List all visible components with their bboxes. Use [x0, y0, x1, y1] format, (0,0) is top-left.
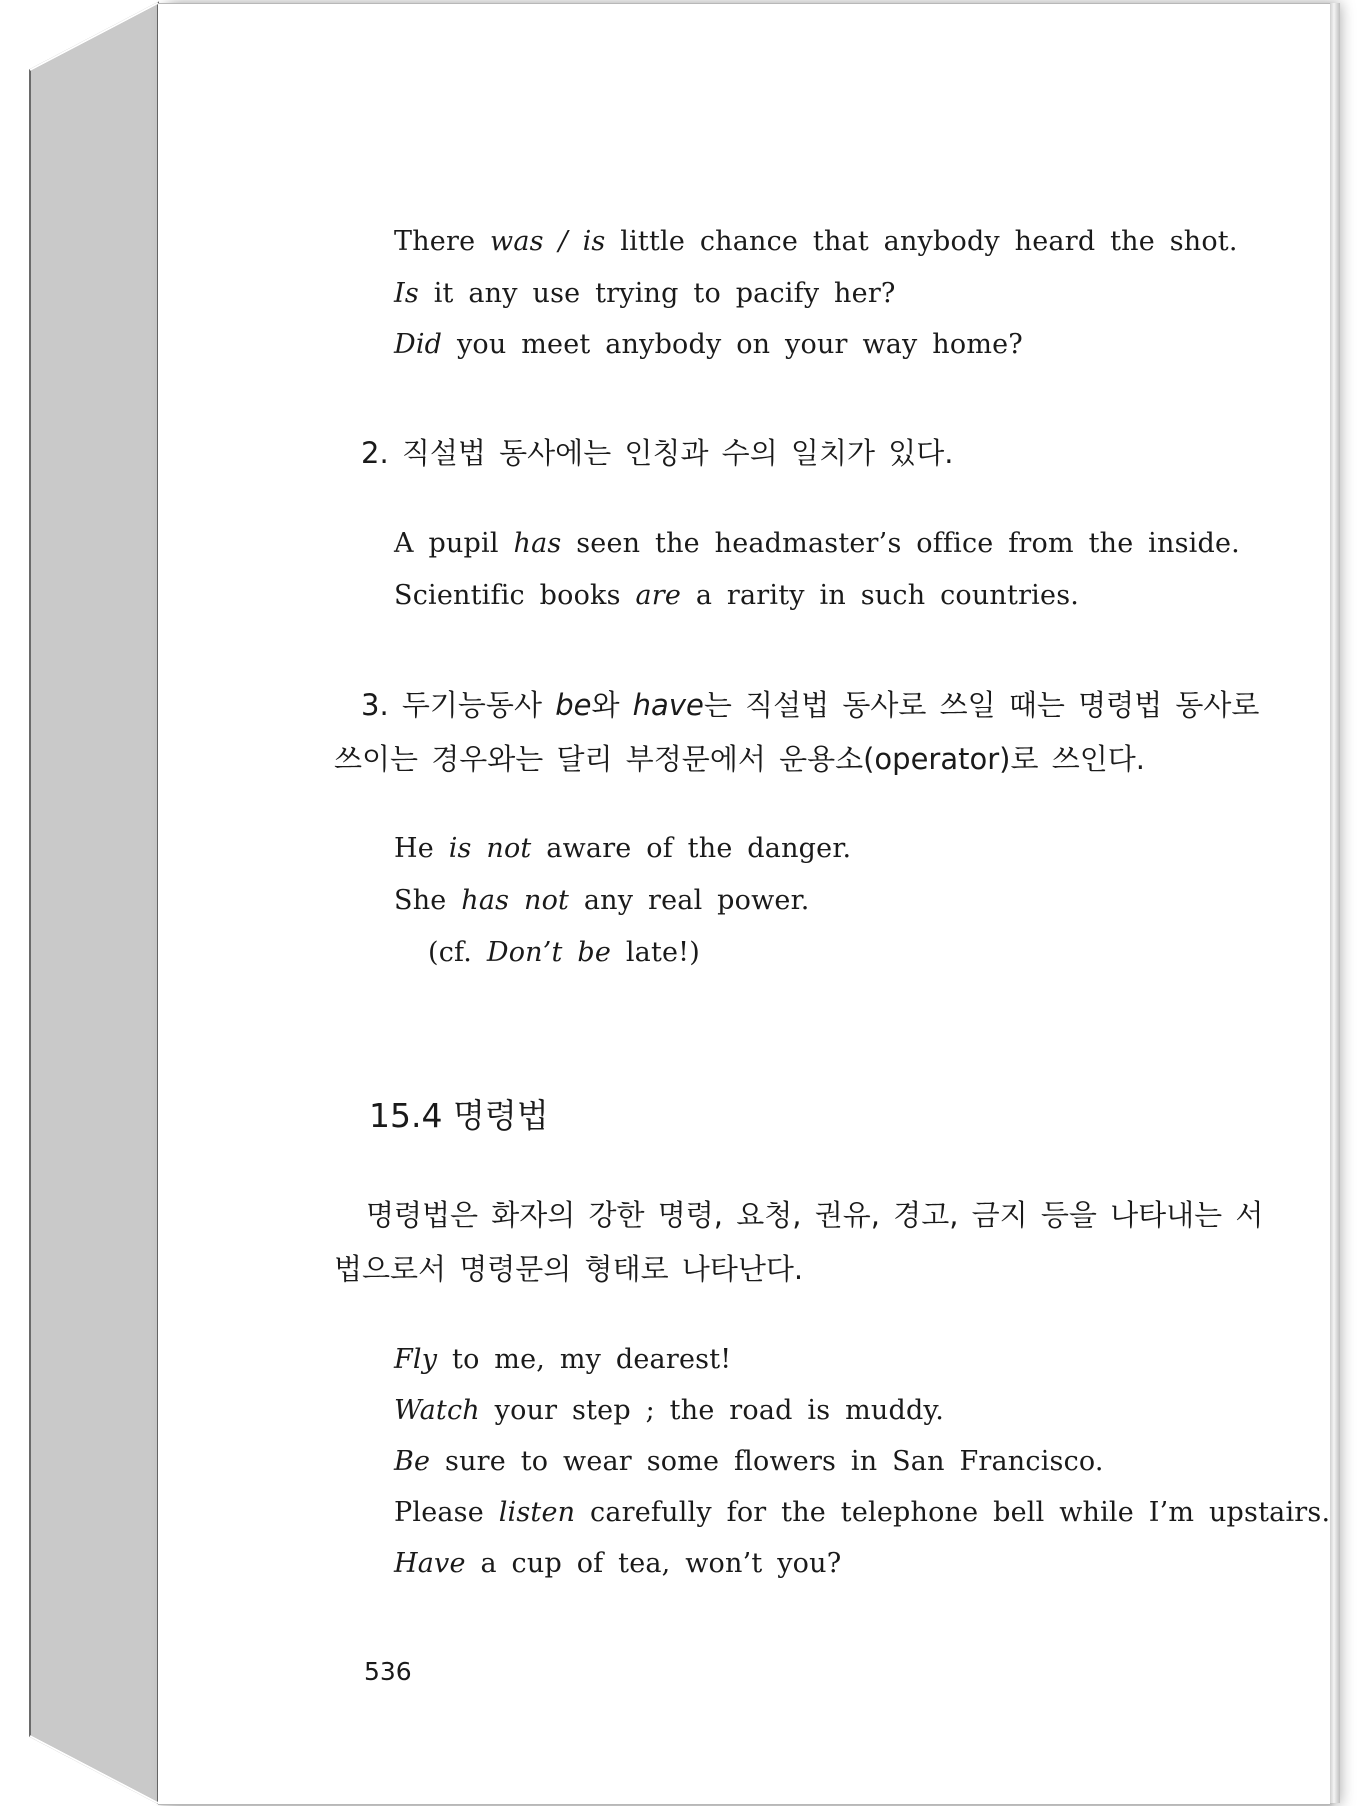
example-line [394, 1344, 731, 1375]
italic-term: has [513, 528, 562, 559]
italic-term: have [632, 688, 704, 722]
text-run: a cup of tea, won’t you? [465, 1548, 842, 1579]
text-run: carefully for the telephone bell while I’m upstairs. [575, 1497, 1331, 1528]
text-run: 는 직설법 동사로 쓰일 때는 명령법 동사로 [703, 688, 1260, 722]
text-run: to me, my dearest! [437, 1344, 732, 1375]
italic-term: Don’t be [486, 937, 612, 968]
text-run: sure to wear some flowers in San Francisco. [430, 1446, 1104, 1477]
italic-term: is not [448, 833, 532, 864]
italic-term: was / is [490, 226, 606, 257]
text-run: late!) [611, 937, 700, 968]
section-intro-line-2: 법으로서 명령문의 형태로 나타난다. [334, 1252, 804, 1286]
section-heading: 15.4 명령법 [369, 1096, 549, 1135]
page-edge [1330, 3, 1340, 1803]
italic-term: Have [394, 1548, 466, 1579]
page-number: 536 [364, 1657, 412, 1686]
rule-3-line-2: 쓰이는 경우와는 달리 부정문에서 운용소(operator)로 쓰인다. [334, 742, 1145, 776]
italic-term: listen [498, 1497, 576, 1528]
text-run: 와 [591, 688, 633, 722]
text-run: it any use trying to pacify her? [418, 278, 896, 309]
rule-3-line-1 [361, 683, 1259, 724]
text-run: A pupil [394, 528, 514, 559]
example-line [394, 580, 1079, 611]
example-line [394, 833, 851, 864]
text-run: seen the headmaster’s office from the inside. [561, 528, 1240, 559]
text-run: aware of the danger. [531, 833, 852, 864]
example-line [394, 885, 810, 916]
italic-term: are [635, 580, 682, 611]
text-run: Scientific books [394, 580, 636, 611]
italic-term: Watch [394, 1395, 480, 1426]
example-line [394, 278, 896, 309]
text-run: 3. 두기능동사 [361, 688, 556, 722]
example-line [394, 1548, 841, 1579]
text-run: any real power. [569, 885, 810, 916]
italic-term: Did [394, 329, 443, 360]
italic-term: Fly [394, 1344, 438, 1375]
italic-term: be [555, 688, 592, 722]
text-run: you meet anybody on your way home? [442, 329, 1023, 360]
example-line [428, 937, 700, 968]
example-line [394, 1395, 944, 1426]
text-run: a rarity in such countries. [681, 580, 1080, 611]
italic-term: Is [394, 278, 419, 309]
example-line [394, 226, 1238, 257]
italic-term: Be [394, 1446, 431, 1477]
text-run: Please [394, 1497, 499, 1528]
example-line [394, 1497, 1330, 1528]
text-run: There [394, 226, 491, 257]
text-run: She [394, 885, 462, 916]
example-line [394, 528, 1240, 559]
section-intro-line-1: 명령법은 화자의 강한 명령, 요청, 권유, 경고, 금지 등을 나타내는 서 [366, 1198, 1264, 1232]
text-run: He [394, 833, 449, 864]
rule-2-text: 2. 직설법 동사에는 인칭과 수의 일치가 있다. [361, 436, 954, 470]
text-run: little chance that anybody heard the shot. [605, 226, 1238, 257]
example-line [394, 1446, 1104, 1477]
example-line [394, 329, 1023, 360]
italic-term: has not [461, 885, 570, 916]
text-run: (cf. [428, 937, 487, 968]
text-run: your step ; the road is muddy. [479, 1395, 945, 1426]
